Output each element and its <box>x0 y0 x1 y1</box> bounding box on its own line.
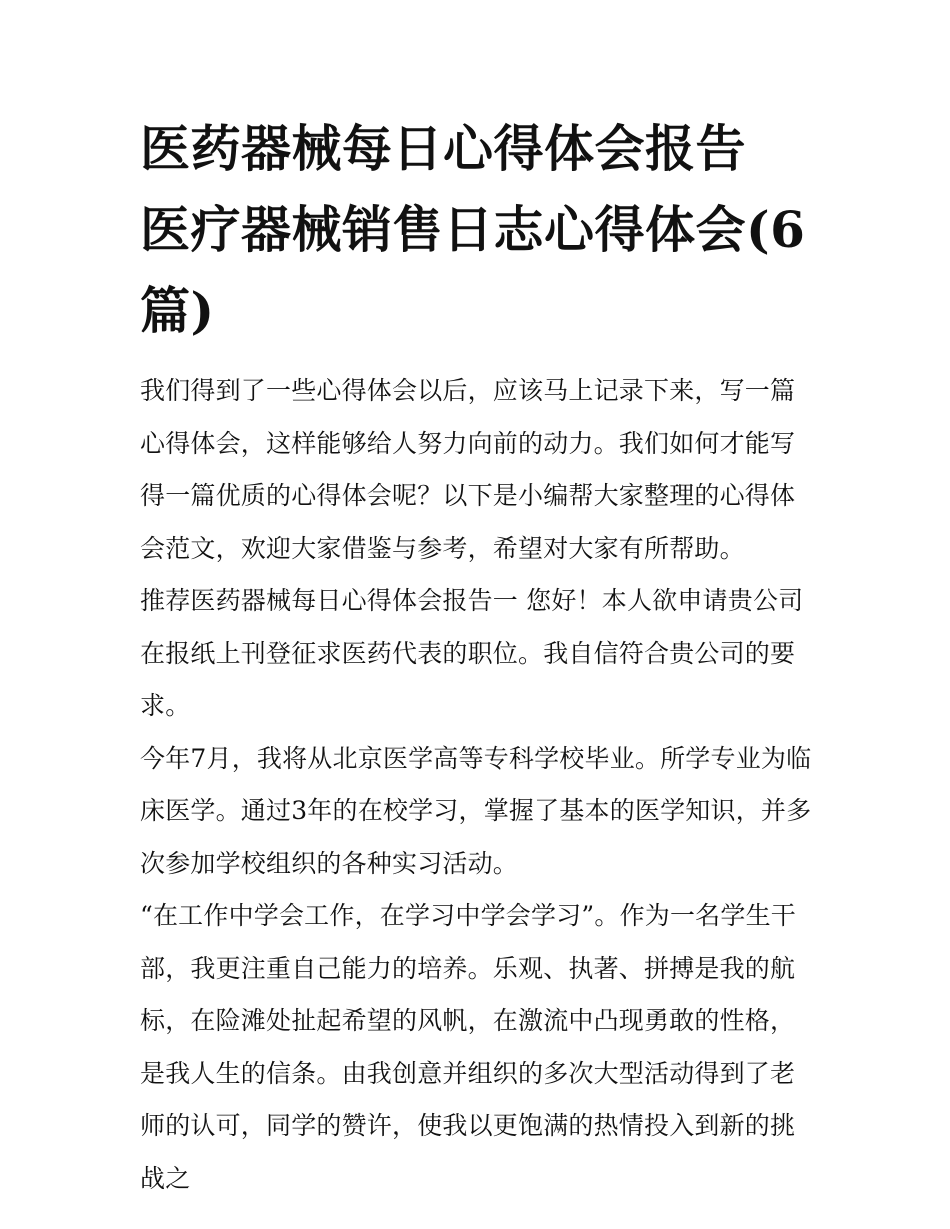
paragraph-recommendation: 推荐医药器械每日心得体会报告一 您好！本人欲申请贵公司在报纸上刊登征求医药代表的职位。我自信符合贵公司的要求。 <box>140 586 804 720</box>
paragraph-intro: 我们得到了一些心得体会以后，应该马上记录下来，写一篇心得体会，这样能够给人努力向前的动力。我们如何才能写得一篇优质的心得体会呢？以下是小编帮大家整理的心得体会范文，欢迎大家借鉴与参考，希望对大家有所帮助。 <box>140 376 796 563</box>
document-title: 医药器械每日心得体会报告 医疗器械销售日志心得体会(6篇) <box>140 119 806 340</box>
paragraph-education: 今年7月，我将从北京医学高等专科学校毕业。所学专业为临床医学。通过3年的在校学习，掌握了基本的医学知识，并多次参加学校组织的各种实习活动。 <box>140 743 812 878</box>
paragraph-experience: “在工作中学会工作，在学习中学会学习”。作为一名学生干部，我更注重自己能力的培养。乐观、执著、拼搏是我的航标，在险滩处扯起希望的风帆，在激流中凸现勇敢的性格，是我人生的信条。由我创意并组织的多次大型活动得到了老师的认可，同学的赞许，使我以更饱满的热情投入到新的挑战之 <box>140 901 796 1193</box>
